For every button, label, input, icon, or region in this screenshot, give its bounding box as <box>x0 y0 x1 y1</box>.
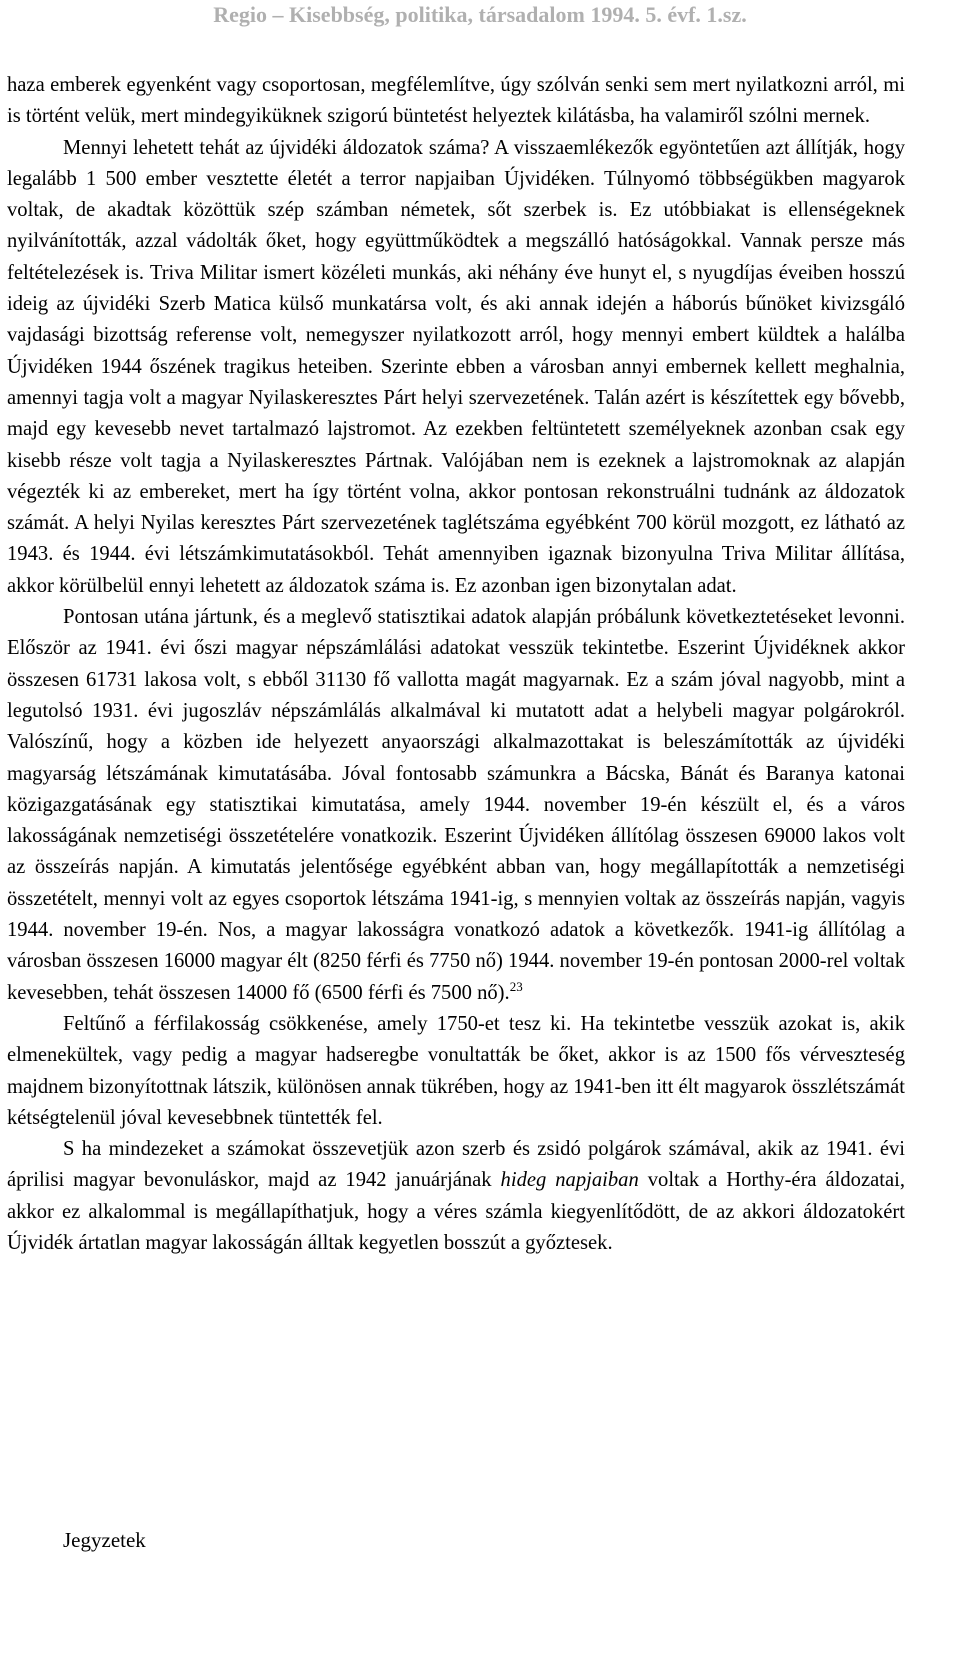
article-body <box>7 70 905 1259</box>
paragraph-5-text-before: S ha mindezeket a számokat összevetjük azon szerb és zsidó polgárok számával, akik az 1941. évi áprilisi magyar bevonuláskor, majd az 1942 januárjának <box>7 1138 905 1192</box>
footnote-marker[interactable]: 23 <box>509 978 523 994</box>
paragraph-3-text: Pontosan utána jártunk, és a meglevő statisztikai adatok alapján próbálunk következtetéseket levonni. Először az 1941. évi őszi magyar népszámlálási adatokat vesszük tekintetbe. Eszerint Újvidéknek akkor összesen 61731 lakosa volt, s ebből 31130 fő vallotta magát magyarnak. Ez a szám jóval nagyobb, mint a legutolsó 1931. évi jugoszláv népszámlálás alkalmával ki mutatott adat a helybeli magyar polgárokról. Valószínű, hogy a közben ide helyezett anyaországi alkalmazottakat is beleszámították az újvidéki magyarság létszámának kimutatásába. Jóval fontosabb számunkra a Bácska, Bánát és Baranya katonai közigazgatásának egy statisztikai kimutatása, amely 1944. november 19-én készült el, és a város lakosságának nemzetiségi összetételére vonatkozik. Eszerint Újvidéken állítólag összesen 69000 lakos volt az összeírás napján. A kimutatás jelentősége egyébként abban van, hogy megállapították a nemzetiségi összetételt, mennyi volt az egyes csoportok létszáma 1941-ig, s mennyien voltak az összeírás napján, vagyis 1944. november 19-én. Nos, a magyar lakosságra vonatkozó adatok a következők. 1941-ig állítólag a városban összesen 16000 magyar élt (8250 férfi és 7750 nő) 1944. november 19-én pontosan 2000-rel voltak kevesebben, tehát összesen 14000 fő (6500 férfi és 7500 nő). <box>7 606 905 1004</box>
paragraph-4: Feltűnő a férfilakosság csökkenése, amely 1750-et tesz ki. Ha tekintetbe vesszük azokat is, akik elmenekültek, vagy pedig a magyar hadseregbe vonultatták be őket, akkor is az 1500 fős vérveszteség majdnem bizonyítottnak látszik, különösen annak tükrében, hogy az 1941-ben itt élt magyarok összlétszámát kétségtelenül jóval kevesebbnek tüntették fel. <box>7 1012 905 1129</box>
running-header: Regio – Kisebbség, politika, társadalom 1994. 5. évf. 1.sz. <box>213 2 747 27</box>
paragraph-5-italic: hideg napjaiban <box>500 1169 639 1192</box>
notes-heading: Jegyzetek <box>63 1528 146 1552</box>
paragraph-3 <box>7 602 905 1009</box>
paragraph-5-text-after: voltak a Horthy-éra áldozatai, akkor ez alkalommal is megállapíthatjuk, hogy a véres számla kiegyenlítődött, de az akkori áldozatokért Újvidék ártatlan magyar lakosságán álltak kegyetlen bosszút a győztesek. <box>7 1169 905 1254</box>
paragraph-2: Mennyi lehetett tehát az újvidéki áldozatok száma? A visszaemlékezők egyöntetűen azt állítják, hogy legalább 1 500 ember vesztette életét a terror napjaiban Újvidéken. Túlnyomó többségükben magyarok voltak, de akadtak közöttük szép számban németek, sőt szerbek is. Ez utóbbiakat is ellenségeknek nyilvánították, azzal vádolták őket, hogy együttműködtek a megszálló hatóságokkal. Vannak persze más feltételezések is. Triva Militar ismert közéleti munkás, aki néhány éve hunyt el, s nyugdíjas éveiben hosszú ideig az újvidéki Szerb Matica külső munkatársa volt, és aki annak idején a háborús bűnöket kivizsgáló vajdasági bizottság referense volt, nemegyszer nyilatkozott arról, hogy mennyi embert küldtek a halálba Újvidéken 1944 őszének tragikus heteiben. Szerinte ebben a városban annyi embernek kellett meghalnia, amennyi tagja volt a magyar Nyilaskeresztes Párt helyi szervezetének. Talán azért is készítettek egy bővebb, majd egy kevesebb nevet tartalmazó lajstromot. Az ezekben feltüntetett személyeknek azonban csak egy kisebb része volt tagja a Nyilaskeresztes Pártnak. Valójában nem is ezeknek a lajstromoknak az alapján végezték ki az embereket, mert ha így történt volna, akkor pontosan rekonstruálni tudnánk az áldozatok számát. A helyi Nyilas keresztes Párt szervezetének taglétszáma egyébként 700 körül mozgott, ez látható az 1943. és 1944. évi létszámkimutatásokból. Tehát amennyiben igaznak bizonyulna Triva Militar állítása, akkor körülbelül ennyi lehetett az áldozatok száma is. Ez azonban igen bizonytalan adat. <box>7 136 905 597</box>
paragraph-1: haza emberek egyenként vagy csoportosan, megfélemlítve, úgy szólván senki sem mert nyilatkozni arról, mi is történt velük, mert mindegyiküknek szigorú büntetést helyeztek kilátásba, ha valamiről szólni mernek. <box>7 74 905 128</box>
paragraph-5 <box>7 1134 905 1259</box>
